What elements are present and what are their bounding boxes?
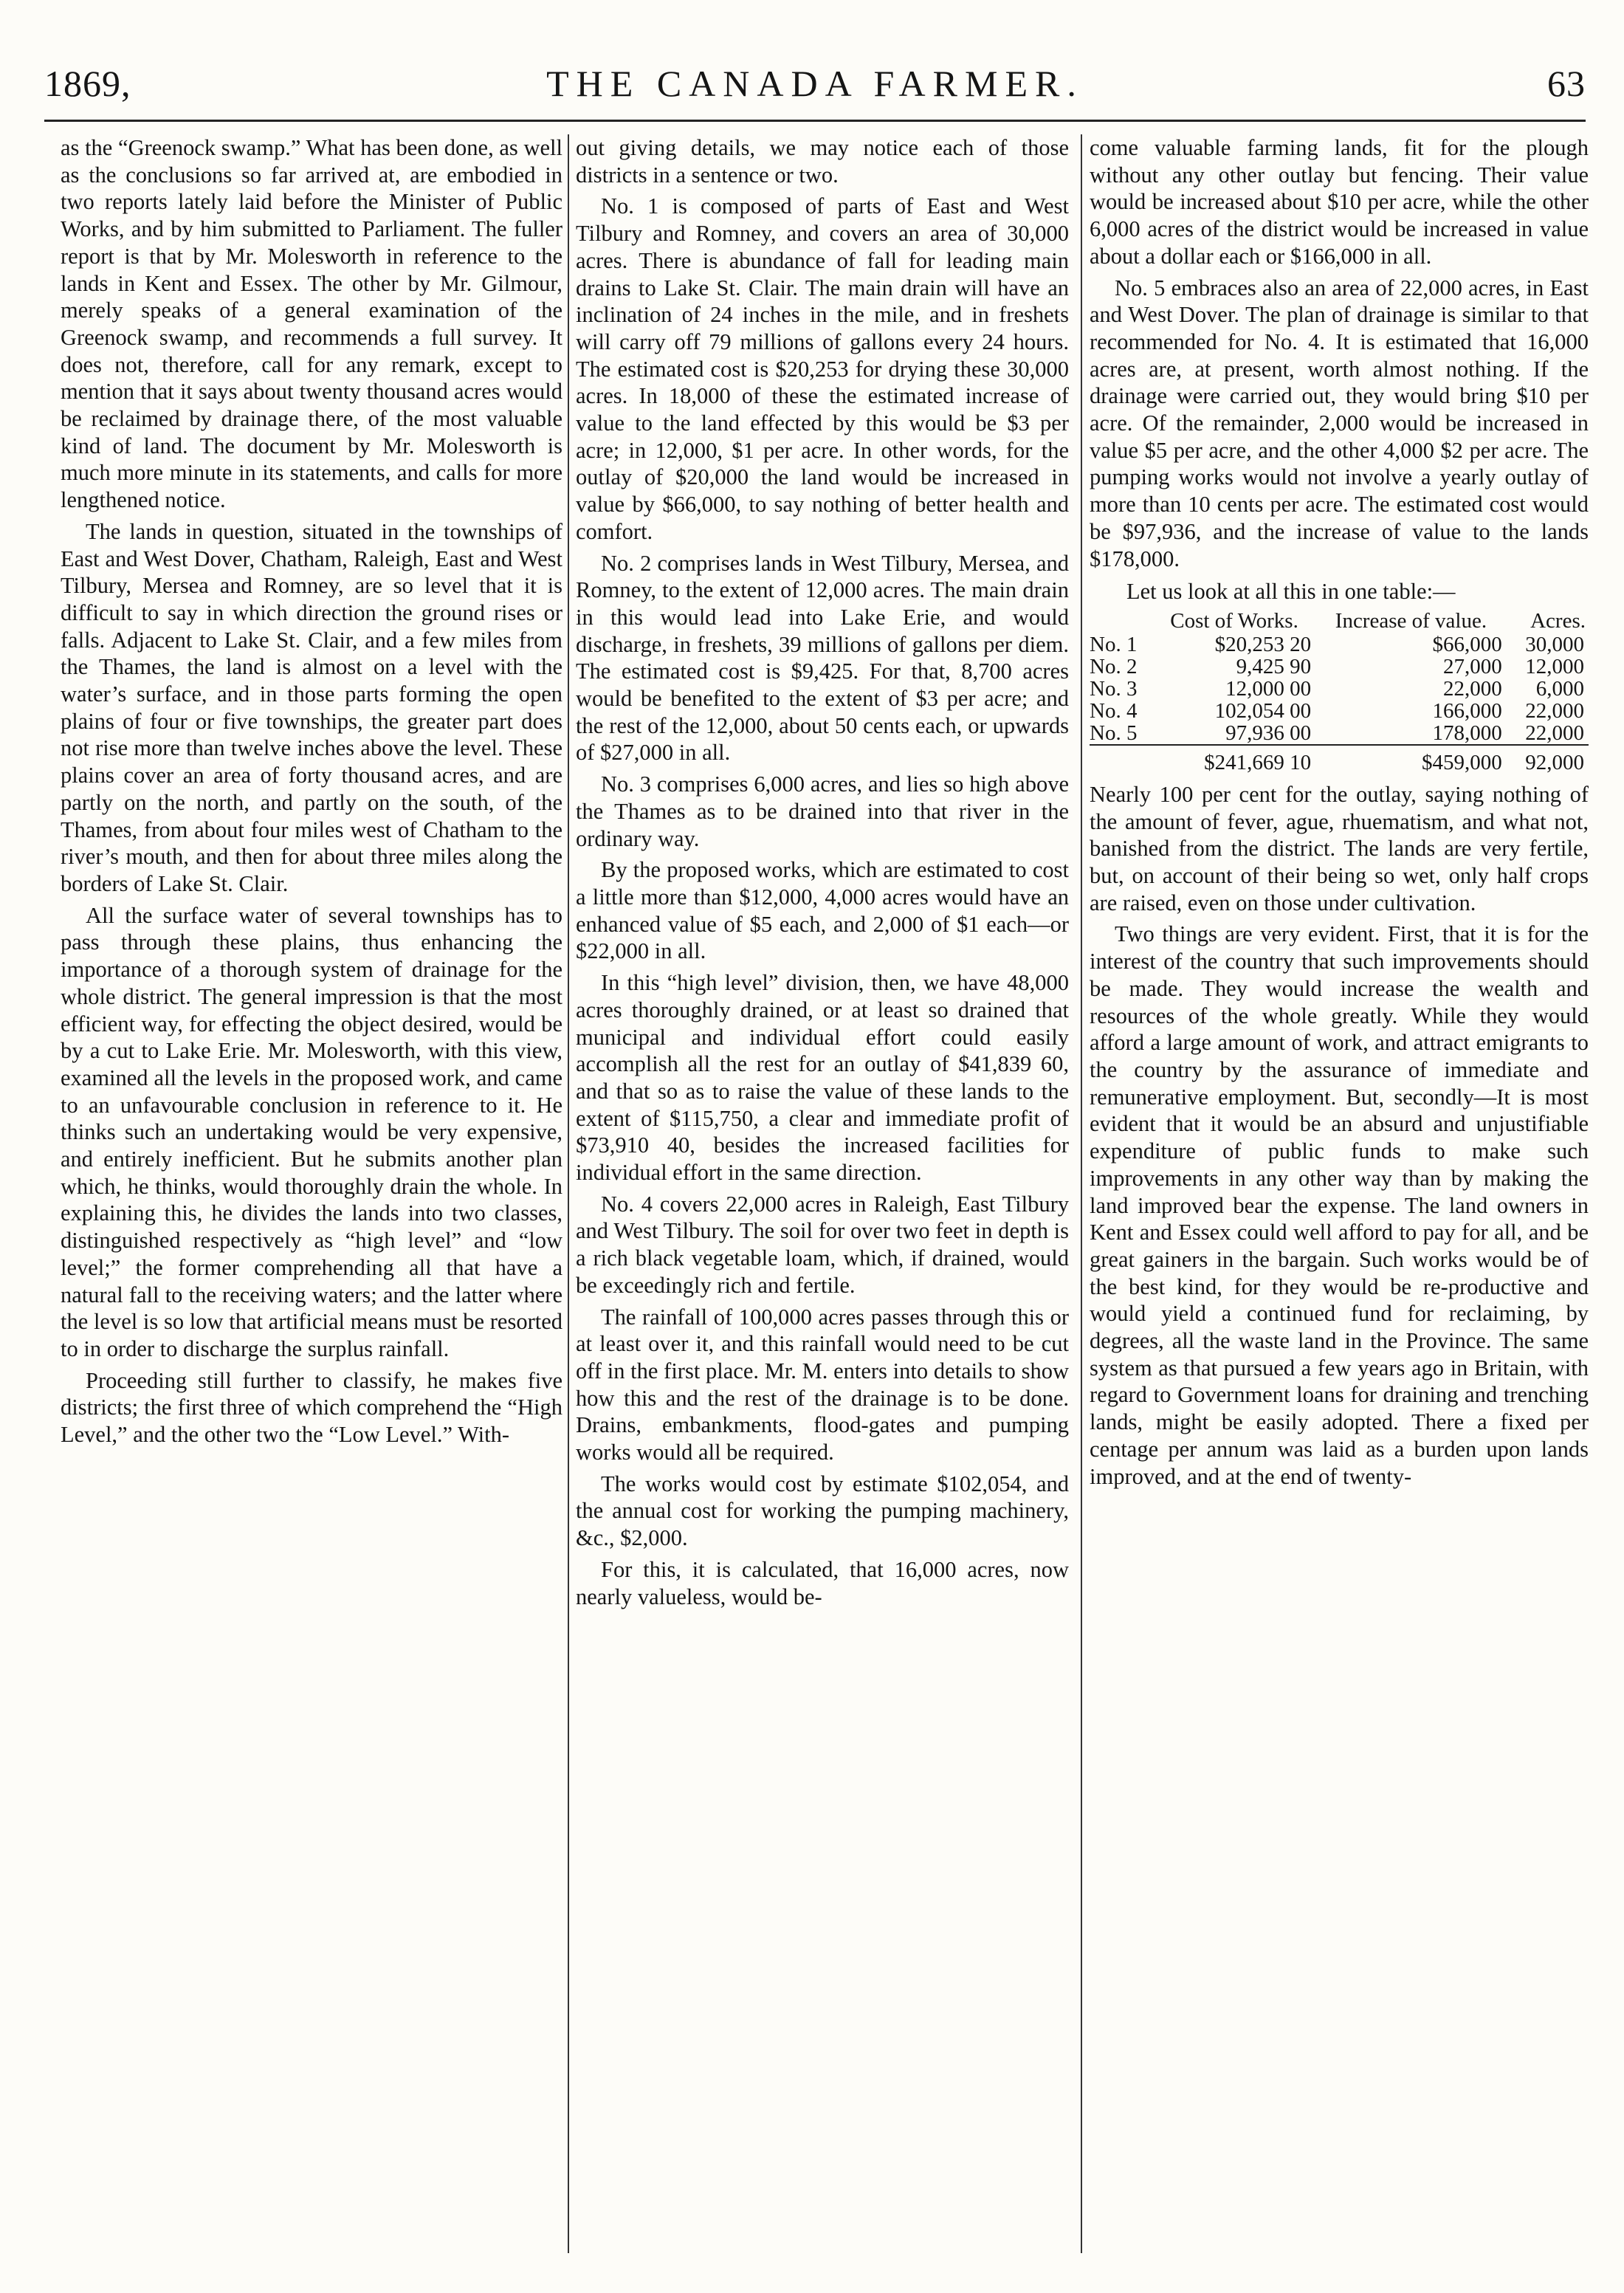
paragraph: Proceeding still further to classify, he makes five districts; the first three of which comprehend the “High Level,” and the other two the “Low Level.” With- bbox=[61, 1367, 562, 1448]
increase-cell: 27,000 bbox=[1442, 654, 1502, 678]
paragraph: The rainfall of 100,000 acres passes through this or at least over it, and this rainfall would need to be cut off in the first place. Mr. M. enters into details to show how this and the rest of the drainage is to be done. Drains, embankments, flood-gates and pumping works would all be required. bbox=[576, 1304, 1069, 1465]
table-header-row bbox=[1090, 610, 1589, 633]
row-label: No. 1 bbox=[1090, 632, 1138, 656]
row-label: No. 5 bbox=[1090, 721, 1138, 745]
paragraph: Two things are very evident. First, that it is for the interest of the country that such improvements should be made. They would increase the wealth and resources of the whole greatly. While they would afford a large amount of work, and attract emigrants to the country by the assurance of immediate and remunerative employment. But, secondly—It is most evident that it would be an absurd and unjustifiable expenditure of public funds to make such improvements in any other way than by making the land improved bear the expense. The land owners in Kent and Essex could well afford to pay for all, and be great gainers in the bargain. Such works would be of the best kind, for they would be re-productive and would yield a continued fund for reclaiming, by degrees, all the waste land in the Province. The same system as that pursued a few years ago in Britain, with regard to Government loans for draining and trenching lands, might be easily adopted. There a fixed per centage per annum was laid as a burden upon lands improved, and at the end of twenty- bbox=[1090, 921, 1589, 1489]
table-row bbox=[1090, 678, 1589, 700]
table-row bbox=[1090, 633, 1589, 656]
header-page-number: 63 bbox=[1547, 63, 1586, 104]
table-header: Increase of value. bbox=[1335, 608, 1487, 633]
paragraph: The lands in question, situated in the townships of East and West Dover, Chatham, Raleigh, East and West Tilbury, Mersea and Romney, are so level that it is difficult to say in which direction the ground rises or falls. Adjacent to Lake St. Clair, and a few miles from the Thames, the land is almost on a level with the water’s surface, and in those parts forming the open plains of four or five townships, the greater part does not rise more than twelve inches above the level. These plains cover an area of forty thousand acres, and are partly on the north, and partly on the south, of the Thames, from about four miles west of Chatham to the river’s mouth, and then for about three miles along the borders of Lake St. Clair. bbox=[61, 518, 562, 896]
cost-cell: 12,000 00 bbox=[1225, 676, 1312, 701]
table-header: Acres. bbox=[1530, 608, 1586, 633]
table-intro: Let us look at all this in one table:— bbox=[1126, 579, 1456, 605]
cost-table bbox=[1090, 610, 1589, 774]
table-row bbox=[1090, 700, 1589, 722]
paragraph: No. 5 embraces also an area of 22,000 acres, in East and West Dover. The plan of drainage is similar to that recommended for No. 4. It is estimated that 16,000 acres are, at present, worth almost nothing. If the drainage were carried out, they would bring $10 per acre. Of the remainder, 2,000 would be increased in value $5 per acre, and the other 4,000 $2 per acre. The pumping works would not involve a yearly outlay of more than 10 cents per acre. The estimated cost would be $97,936, and the increase of value to the lands $178,000. bbox=[1090, 275, 1589, 571]
column-2 bbox=[576, 134, 1069, 2268]
header-year: 1869, bbox=[44, 63, 131, 104]
paragraph: come valuable farming lands, fit for the plough without any other outlay but fencing. Their value would be increased about $10 per acre, while the other 6,000 acres of the district would be increased in value about a dollar each or $166,000 in all. bbox=[1090, 135, 1589, 269]
column-1 bbox=[61, 134, 562, 2268]
increase-cell: $66,000 bbox=[1432, 632, 1502, 656]
acres-cell: 30,000 bbox=[1525, 632, 1584, 656]
table-row bbox=[1090, 722, 1589, 745]
table-header: Cost of Works. bbox=[1170, 608, 1298, 633]
header-rule bbox=[44, 120, 1586, 122]
paragraph: In this “high level” division, then, we have 48,000 acres thoroughly drained, or at least so drained that municipal and individual effort could easily accomplish all the rest for an outlay of $41,839 60, and that so as to raise the value of these lands to the extent of $115,750, a clear and immediate profit of $73,910 40, besides the increased facilities for individual effort in the same direction. bbox=[576, 970, 1069, 1186]
paragraph: out giving details, we may notice each of those districts in a sentence or two. bbox=[576, 135, 1069, 188]
column-divider-1 bbox=[568, 134, 569, 2253]
total-cost: $241,669 10 bbox=[1153, 745, 1315, 774]
acres-cell: 12,000 bbox=[1525, 654, 1584, 678]
row-label: No. 3 bbox=[1090, 676, 1138, 701]
paragraph: The works would cost by estimate $102,054, and the annual cost for working the pumping machinery, &c., $2,000. bbox=[576, 1471, 1069, 1551]
paragraph: For this, it is calculated, that 16,000 acres, now nearly valueless, would be- bbox=[576, 1556, 1069, 1609]
paragraph: No. 2 comprises lands in West Tilbury, Mersea, and Romney, to the extent of 12,000 acres. The main drain in this would lead into Lake Erie, and would discharge, in freshets, 39 millions of gallons per diem. The estimated cost is $9,425. For that, 8,700 acres would be benefited to the extent of $3 per acre; and the rest of the 12,000, about 50 cents each, or upwards of $27,000 in all. bbox=[576, 550, 1069, 766]
cost-cell: 97,936 00 bbox=[1225, 721, 1312, 745]
table-totals-row bbox=[1090, 745, 1589, 774]
increase-cell: 178,000 bbox=[1432, 721, 1502, 745]
cost-cell: 9,425 90 bbox=[1236, 654, 1312, 678]
paragraph: Nearly 100 per cent for the outlay, saying nothing of the amount of fever, ague, rhuematism, and what not, banished from the district. The lands are very fertile, but, on account of their being so wet, only half crops are raised, even on those under cultivation. bbox=[1090, 781, 1589, 915]
header-title: THE CANADA FARMER. bbox=[546, 63, 1084, 104]
column-divider-2 bbox=[1081, 134, 1082, 2253]
total-acres: 92,000 bbox=[1507, 745, 1589, 774]
paragraph: No. 1 is composed of parts of East and West Tilbury and Romney, and covers an area of 30,000 acres. There is abundance of fall for leading main drains to Lake St. Clair. The main drain will have an inclination of 24 inches in the mile, and in freshets will carry off 79 millions of gallons every 24 hours. The estimated cost is $20,253 for drying these 30,000 acres. In 18,000 of these the estimated increase of value to the land effected by this would be $3 per acre; in 12,000, $1 per acre. In other words, for the outlay of $20,000 the land would be increased in value by $66,000, to say nothing of better health and comfort. bbox=[576, 193, 1069, 544]
increase-cell: 22,000 bbox=[1442, 676, 1502, 701]
increase-cell: 166,000 bbox=[1432, 698, 1502, 723]
cost-cell: 102,054 00 bbox=[1214, 698, 1312, 723]
row-label: No. 2 bbox=[1090, 654, 1138, 678]
table-row bbox=[1090, 656, 1589, 678]
paragraph: as the “Greenock swamp.” What has been done, as well as the conclusions so far arrived at, are embodied in two reports lately laid before the Minister of Public Works, and by him submitted to Parliament. The fuller report is that by Mr. Molesworth in reference to the lands in Kent and Essex. The other by Mr. Gilmour, merely speaks of a general examination of the Greenock swamp, and recommends a full survey. It does not, therefore, call for any remark, except to mention that it says about twenty thousand acres would be reclaimed by drainage there, of the most valuable kind of land. The document by Mr. Molesworth is much more minute in its statements, and calls for more lengthened notice. bbox=[61, 135, 562, 513]
paragraph: By the proposed works, which are estimated to cost a little more than $12,000, 4,000 acres would have an enhanced value of $5 each, and 2,000 of $1 each—or $22,000 in all. bbox=[576, 857, 1069, 964]
acres-cell: 6,000 bbox=[1535, 676, 1584, 701]
column-3 bbox=[1090, 134, 1589, 2268]
page-header bbox=[44, 58, 1586, 109]
cost-cell: $20,253 20 bbox=[1214, 632, 1312, 656]
acres-cell: 22,000 bbox=[1525, 721, 1584, 745]
paragraph: All the surface water of several townships has to pass through these plains, thus enhancing the importance of a thorough system of drainage for the whole district. The general impression is that the most efficient way, for effecting the object desired, would be by a cut to Lake Erie. Mr. Molesworth, with this view, examined all the levels in the proposed work, and came to an unfavourable conclusion in reference to it. He thinks such an undertaking would be very expensive, and entirely inefficient. But he submits another plan which, he thinks, would thoroughly drain the whole. In explaining this, he divides the lands into two classes, distinguished respectively as “high level” and “low level;” the former comprehending all that have a natural fall to the receiving waters; and the latter where the level is so low that artificial means must be resorted to in order to discharge the surplus rainfall. bbox=[61, 902, 562, 1361]
paragraph: No. 4 covers 22,000 acres in Raleigh, East Tilbury and West Tilbury. The soil for over two feet in depth is a rich black vegetable loam, which, if drained, would be exceedingly rich and fertile. bbox=[576, 1191, 1069, 1298]
acres-cell: 22,000 bbox=[1525, 698, 1584, 723]
total-increase: $459,000 bbox=[1315, 745, 1507, 774]
totals-label-spacer bbox=[1090, 745, 1153, 774]
row-label: No. 4 bbox=[1090, 698, 1138, 723]
paragraph: No. 3 comprises 6,000 acres, and lies so high above the Thames as to be drained into that river in the ordinary way. bbox=[576, 771, 1069, 851]
table-header bbox=[1090, 610, 1153, 633]
